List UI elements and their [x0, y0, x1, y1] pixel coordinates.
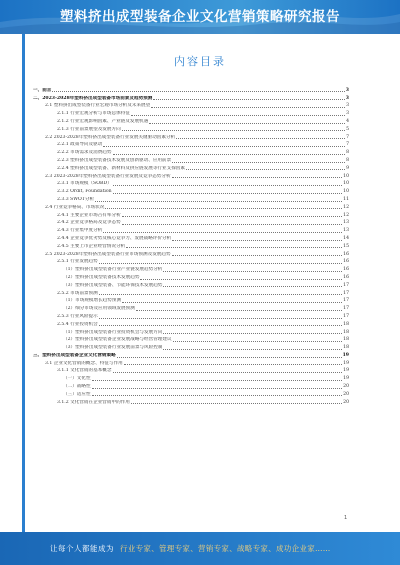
- toc-entry-label: 2.4.1 主要企业市场占有率分析: [57, 212, 121, 218]
- toc-entry-page: 20: [343, 391, 349, 397]
- toc-entry[interactable]: [33, 164, 349, 172]
- toc-entry-page: 12: [343, 212, 349, 218]
- toc-entry-label: 2.1.3 行业前景展望及发展方向: [57, 126, 121, 132]
- toc-dot-leader: [149, 123, 345, 124]
- toc-entry-page: 12: [343, 204, 349, 210]
- toc-entry-page: 4: [346, 118, 349, 124]
- toc-dot-leader: [122, 302, 342, 303]
- toc-entry[interactable]: [33, 125, 349, 133]
- toc-entry[interactable]: [33, 102, 349, 110]
- toc-entry[interactable]: [33, 109, 349, 117]
- toc-entry-label: （三）适应性: [63, 391, 91, 397]
- toc-entry-page: 7: [346, 134, 349, 140]
- toc-dot-leader: [99, 318, 342, 319]
- toc-entry-page: 3: [345, 95, 349, 101]
- toc-entry[interactable]: [33, 328, 349, 336]
- toc-dot-leader: [92, 380, 343, 381]
- toc-entry[interactable]: [33, 180, 349, 188]
- toc-dot-leader: [153, 99, 344, 100]
- toc-entry-page: 3: [346, 103, 349, 109]
- toc-entry-label: 2.3 2023-2028年塑料挤出成型装备行业发展及竞争态势分析: [45, 173, 171, 179]
- toc-entry-label: 2.4.3 行业集中度分析: [57, 228, 103, 234]
- toc-entry-page: 10: [343, 173, 349, 179]
- toc-entry-label: 2.2.2 市场需求及消费趋势: [57, 150, 112, 156]
- toc-entry-label: 3.1.1 文化营销的基本概念: [57, 368, 112, 374]
- toc-entry[interactable]: [33, 133, 349, 141]
- toc-entry-page: 19: [342, 352, 349, 358]
- toc-entry-label: 2.5.2 市场前景预测: [57, 290, 98, 296]
- footer-slogan-right: 行业专家、管理专家、营销专家、战略专家、成功企业家……: [120, 544, 331, 553]
- toc-entry[interactable]: [33, 398, 349, 406]
- toc-dot-leader: [163, 333, 342, 334]
- toc-entry-page: 15: [343, 243, 349, 249]
- toc-entry-label: 2.2 2023-2028年塑料挤出成型装备行业发展关键驱动因素分析: [45, 134, 176, 140]
- toc-entry-label: （2）细分市场及应用领域发展预测: [63, 306, 135, 312]
- toc-entry-page: 16: [343, 267, 349, 273]
- toc-dot-leader: [172, 240, 342, 241]
- header-band: [0, 0, 400, 34]
- toc-entry-label: 2.2.3 塑料挤出成型装备技术发展及创新驱动、应用前景: [57, 157, 172, 163]
- toc-entry-label: 2.5 2023-2028年塑料挤出成型装备行业市场预测及发展趋势: [45, 251, 171, 257]
- toc-entry[interactable]: [33, 312, 349, 320]
- toc-entry-label: （一）文化性: [63, 376, 91, 382]
- toc-dot-leader: [124, 364, 342, 365]
- toc-entry-page: 18: [343, 329, 349, 335]
- toc-entry[interactable]: [33, 304, 349, 312]
- toc-entry-label: 3.1.2 文化营销在企业营销中的作用: [57, 399, 130, 405]
- toc-entry-page: 10: [343, 189, 349, 195]
- toc-dot-leader: [131, 403, 342, 404]
- toc-dot-leader: [176, 138, 345, 139]
- toc-entry[interactable]: [33, 297, 349, 305]
- toc-dot-leader: [113, 372, 343, 373]
- toc-entry[interactable]: [33, 351, 349, 359]
- footer-slogan-left: 让每个人都能成为: [50, 544, 114, 553]
- toc-entry[interactable]: [33, 242, 349, 250]
- toc-entry-page: 16: [343, 259, 349, 265]
- toc-entry-page: 17: [343, 306, 349, 312]
- toc-entry-label: 三、塑料挤出成型装备企业文化营销策略: [33, 352, 116, 358]
- toc-entry[interactable]: [33, 336, 349, 344]
- toc-entry-label: 二、2023-2028年塑料挤出成型装备市场前景及趋势预测: [33, 95, 153, 101]
- toc-dot-leader: [173, 341, 343, 342]
- toc-dot-leader: [103, 146, 345, 147]
- toc-entry-page: 11: [343, 196, 349, 202]
- toc-dot-leader: [113, 193, 343, 194]
- toc-entry[interactable]: [33, 281, 349, 289]
- toc-entry[interactable]: [33, 172, 349, 180]
- toc-entry-label: （3）塑料挤出成型装备行业发展前景与风险控制: [63, 345, 163, 351]
- toc-entry-label: （3）塑料挤出成型装备、节能环保技术发展趋势: [63, 282, 163, 288]
- toc-entry[interactable]: [33, 367, 349, 375]
- toc-entry[interactable]: [33, 148, 349, 156]
- toc-entry[interactable]: [33, 211, 349, 219]
- toc-dot-leader: [92, 388, 343, 389]
- toc-entry-page: 19: [343, 376, 349, 382]
- toc-entry-label: 2.3.1 市场规模（SOBD）: [57, 181, 112, 187]
- toc-dot-leader: [99, 294, 342, 295]
- toc-dot-leader: [131, 115, 345, 116]
- toc-dot-leader: [126, 247, 342, 248]
- toc-entry[interactable]: [33, 156, 349, 164]
- toc-entry[interactable]: [33, 265, 349, 273]
- toc-entry-page: 16: [343, 274, 349, 280]
- toc-dot-leader: [151, 107, 345, 108]
- toc-entry-page: 14: [343, 235, 349, 241]
- toc-entry[interactable]: [33, 382, 349, 390]
- toc-entry-label: 2.3.2 Ordit, Foundation: [57, 189, 112, 195]
- toc-entry[interactable]: [33, 320, 349, 328]
- toc-entry-page: 17: [343, 282, 349, 288]
- toc-entry-page: 19: [343, 368, 349, 374]
- toc-dot-leader: [172, 255, 343, 256]
- toc-dot-leader: [172, 177, 343, 178]
- toc-dot-leader: [103, 232, 342, 233]
- toc-entry-page: 18: [343, 345, 349, 351]
- toc-dot-leader: [122, 216, 342, 217]
- toc-entry-label: 2.1 塑料挤出成型装备行业宏观市场分析及未来展望: [45, 103, 151, 109]
- toc-entry-page: 3: [345, 87, 349, 93]
- toc-entry-page: 13: [343, 220, 349, 226]
- toc-entry-page: 17: [343, 298, 349, 304]
- toc-entry-page: 19: [343, 360, 349, 366]
- toc-entry[interactable]: [33, 390, 349, 398]
- toc-entry[interactable]: [33, 94, 349, 102]
- toc-entry-page: 9: [346, 165, 349, 171]
- toc-entry-page: 20: [343, 399, 349, 405]
- toc-entry-page: 7: [346, 142, 349, 148]
- page-number: 1: [344, 515, 348, 521]
- toc-entry-label: 2.5.3 行业风险提示: [57, 313, 98, 319]
- toc-dot-leader: [117, 357, 342, 358]
- toc-entry[interactable]: [33, 343, 349, 351]
- toc-entry[interactable]: [33, 86, 349, 94]
- toc-dot-leader: [99, 263, 342, 264]
- toc-entry-page: 5: [346, 126, 349, 132]
- footer-band: [0, 532, 400, 565]
- toc-entry-page: 17: [343, 313, 349, 319]
- toc-dot-leader: [163, 271, 342, 272]
- toc-entry-label: 2.4.5 主要上市企业经营情况分析: [57, 243, 126, 249]
- toc-entry-label: 2.4.4 企业竞争优劣势及核心竞争力、发展战略评价分析: [57, 235, 172, 241]
- toc-entry-label: 2.1.1 行业宏观分析与市场总体特征: [57, 111, 130, 117]
- toc-dot-leader: [122, 130, 345, 131]
- toc-entry-label: 一、前言: [33, 87, 52, 93]
- toc-entry[interactable]: [33, 289, 349, 297]
- toc-entry-page: 8: [346, 157, 349, 163]
- toc-entry[interactable]: [33, 203, 349, 211]
- toc-entry-label: 2.5.1 行业发展趋势: [57, 259, 98, 265]
- toc-dot-leader: [163, 286, 342, 287]
- toc-entry[interactable]: [33, 219, 349, 227]
- report-title: 塑料挤出成型装备企业文化营销策略研究报告: [60, 9, 340, 25]
- toc-dot-leader: [113, 185, 342, 186]
- toc-entry[interactable]: [33, 226, 349, 234]
- toc-entry-label: 2.4.2 企业竞争格局及竞争态势: [57, 220, 121, 226]
- toc-entry-label: （1）塑料挤出成型装备行业产业链发展趋势分析: [63, 267, 163, 273]
- toc-entry[interactable]: [33, 250, 349, 258]
- toc-dot-leader: [95, 201, 342, 202]
- toc-entry-label: 3.1 企业文化营销的概念、特征与作用: [45, 360, 123, 366]
- toc-heading: 内容目录: [174, 55, 226, 68]
- toc-dot-leader: [105, 208, 342, 209]
- toc-entry-label: 2.3.3 SWOT分析: [57, 196, 95, 202]
- toc-entry-label: （1）市场规模增长趋势预测: [63, 298, 122, 304]
- toc-dot-leader: [186, 169, 345, 170]
- toc-dot-leader: [172, 162, 345, 163]
- toc-entry[interactable]: [33, 234, 349, 242]
- toc-entry-page: 16: [343, 251, 349, 257]
- toc-entry-label: 2.5.4 行业投资机会: [57, 321, 98, 327]
- toc-entry-page: 20: [343, 384, 349, 390]
- toc-entry[interactable]: [33, 141, 349, 149]
- toc-entry-label: （二）战略性: [63, 384, 91, 390]
- toc-entry-page: 18: [343, 337, 349, 343]
- toc-entry-page: 17: [343, 290, 349, 296]
- toc-dot-leader: [99, 325, 342, 326]
- toc-dot-leader: [163, 349, 342, 350]
- toc-dot-leader: [52, 91, 344, 92]
- toc-dot-leader: [136, 310, 342, 311]
- left-accent-stripe: [22, 34, 25, 532]
- toc-entry-label: 2.4 行业竞争格局、市场状况: [45, 204, 105, 210]
- toc-entry-label: 2.2.4 塑料挤出成型装备、新材料及供应链发展等行业支撑因素: [57, 165, 185, 171]
- toc-entry[interactable]: [33, 187, 349, 195]
- toc-entry-page: 3: [346, 111, 349, 117]
- toc-entry[interactable]: [33, 258, 349, 266]
- toc-entry[interactable]: [33, 195, 349, 203]
- toc-entry-label: （2）塑料挤出成型装备技术发展趋势: [63, 274, 140, 280]
- toc-entry-label: （2）塑料挤出成型装备企业发展战略与经营管理建议: [63, 337, 172, 343]
- toc-dot-leader: [113, 154, 346, 155]
- toc-entry-label: （1）塑料挤出成型装备行业投资机会与发展方向: [63, 329, 163, 335]
- toc-entry[interactable]: [33, 359, 349, 367]
- toc-dot-leader: [140, 279, 342, 280]
- toc-entry-label: 2.1.2 行业宏观影响因素、产业链及发展机遇: [57, 118, 149, 124]
- toc-entry[interactable]: [33, 374, 349, 382]
- table-of-contents: [33, 86, 349, 406]
- toc-entry-page: 8: [346, 150, 349, 156]
- toc-dot-leader: [92, 395, 343, 396]
- toc-entry-page: 10: [343, 181, 349, 187]
- toc-entry-page: 13: [343, 228, 349, 234]
- toc-entry-page: 18: [343, 321, 349, 327]
- toc-entry-label: 2.2.1 政策导向及驱动: [57, 142, 103, 148]
- toc-entry[interactable]: [33, 117, 349, 125]
- toc-dot-leader: [122, 224, 342, 225]
- toc-entry[interactable]: [33, 273, 349, 281]
